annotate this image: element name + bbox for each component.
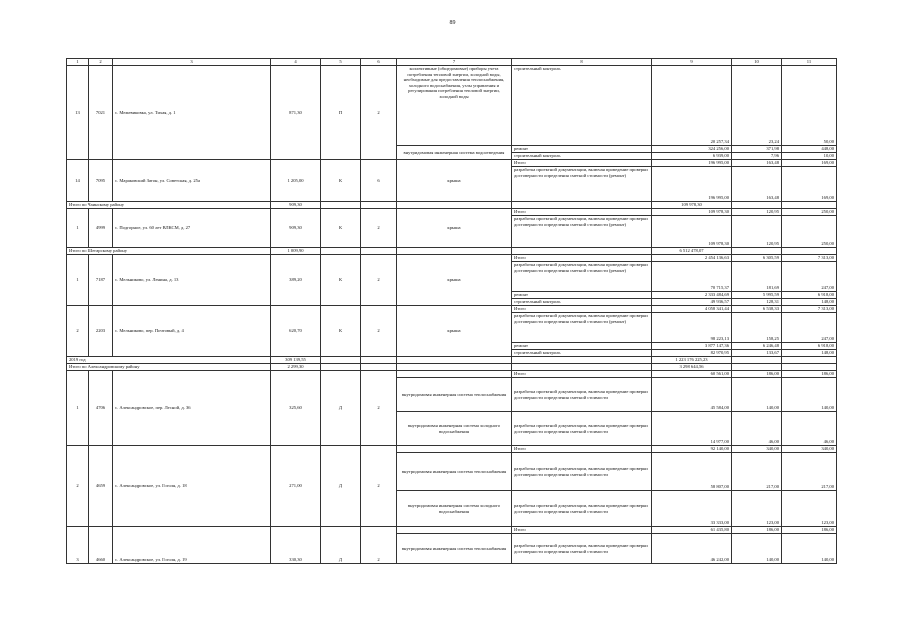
- cost-limit: 247,00: [782, 262, 837, 292]
- work-type: крыша: [397, 160, 512, 202]
- floors: 2: [361, 527, 397, 564]
- column-header: 9: [652, 59, 732, 66]
- cost-total: 3 877 147,36: [652, 343, 732, 350]
- address: с. Межевиковка, ул. Тихая, д. 1: [113, 66, 271, 160]
- column-header: 3: [113, 59, 271, 66]
- district-total-row: [67, 364, 837, 371]
- cost-per-m2: 120,95: [732, 209, 782, 216]
- cost-limit: 6 918,00: [782, 292, 837, 299]
- cost-per-m2: 186,00: [732, 527, 782, 534]
- year-total-label: 2019 год: [67, 357, 271, 364]
- cost-total: 98 223,13: [652, 313, 732, 343]
- column-header: 8: [512, 59, 652, 66]
- page-number: 89: [449, 20, 456, 26]
- floors: 2: [361, 209, 397, 248]
- cost-total: 2 454 136,63: [652, 255, 732, 262]
- column-header: 5: [321, 59, 361, 66]
- area: 389,20: [271, 255, 321, 306]
- district-total-label: Итого по Александровскому району: [67, 364, 271, 371]
- row-number: 2: [67, 306, 89, 357]
- work-description: разработка проектной документации, включая проведение проверки достоверности определения сметной стоимости: [512, 453, 652, 491]
- work-description: ремонт: [512, 146, 652, 153]
- house-code: 4659: [89, 446, 113, 527]
- cost-total: 324 256,00: [652, 146, 732, 153]
- column-header: 4: [271, 59, 321, 66]
- work-description: ремонт: [512, 343, 652, 350]
- address: с. Мельниково, ул. Ленина, д. 13: [113, 255, 271, 306]
- cost-limit: 46,00: [782, 412, 837, 446]
- cost-total: 46 242,00: [652, 534, 732, 564]
- cost-total: 109 978,30: [652, 209, 732, 216]
- cost-per-m2: 340,00: [732, 446, 782, 453]
- cost-total: 60 561,00: [652, 371, 732, 378]
- address: с. Мельниково, пер. Почтовый, д. 4: [113, 306, 271, 357]
- cost-per-m2: 217,00: [732, 453, 782, 491]
- row-number: 1: [67, 255, 89, 306]
- cost-limit: 448,00: [782, 146, 837, 153]
- cost-per-m2: 5 995,59: [732, 292, 782, 299]
- district-total-label: Итого по Чаинскому району: [67, 202, 271, 209]
- house-code: 2203: [89, 306, 113, 357]
- cost-per-m2: 163,48: [732, 160, 782, 167]
- capital-repair-table: [66, 58, 837, 564]
- cost-total: 58 807,00: [652, 453, 732, 491]
- wall-type: П: [321, 66, 361, 160]
- cost-total: 33 333,00: [652, 491, 732, 527]
- cost-total: 4 058 341,44: [652, 306, 732, 313]
- work-description: разработка проектной документации, включая проведение проверки достоверности определения сметной стоимости (ремонт): [512, 167, 652, 202]
- work-description: разработка проектной документации, включая проведение проверки достоверности определения сметной стоимости: [512, 534, 652, 564]
- cost-limit: 6 918,00: [782, 343, 837, 350]
- column-numbers-row: [67, 59, 837, 66]
- work-type: внутридомовая инженерная система теплоснабжения: [397, 378, 512, 412]
- address: с. Александровское, пер. Лесной, д. 36: [113, 371, 271, 446]
- cost-limit: 169,00: [782, 160, 837, 167]
- area: 1 205,00: [271, 160, 321, 202]
- wall-type: К: [321, 160, 361, 202]
- column-header: 2: [89, 59, 113, 66]
- floors: 6: [361, 160, 397, 202]
- work-type: внутридомовая инженерная система холодного водоснабжения: [397, 412, 512, 446]
- cost-total: 20 257,34: [652, 66, 732, 146]
- house-code: 7187: [89, 255, 113, 306]
- cost-total: 6 939,00: [652, 153, 732, 160]
- cost-total: 92 140,00: [652, 446, 732, 453]
- work-description: строительный контроль: [512, 350, 652, 357]
- wall-type: К: [321, 255, 361, 306]
- cost-limit: 50,00: [782, 66, 837, 146]
- address: с. Мараковский Затон, ул. Советская, д. 25а: [113, 160, 271, 202]
- floors: 2: [361, 446, 397, 527]
- house-code: 7021: [89, 66, 113, 160]
- column-header: 11: [782, 59, 837, 66]
- cost-per-m2: 6 538,33: [732, 306, 782, 313]
- work-type: крыша: [397, 306, 512, 357]
- cost-limit: 7 313,00: [782, 306, 837, 313]
- cost-total: 109 978,30: [652, 202, 732, 209]
- cost-limit: 186,00: [782, 527, 837, 534]
- cost-per-m2: 23,24: [732, 66, 782, 146]
- table-row: [67, 446, 837, 453]
- work-description: строительный контроль: [512, 66, 652, 146]
- floors: 2: [361, 255, 397, 306]
- work-description: строительный контроль: [512, 153, 652, 160]
- cost-total: 196 995,00: [652, 167, 732, 202]
- cost-limit: 148,00: [782, 299, 837, 306]
- cost-total: 196 995,00: [652, 160, 732, 167]
- floors: 2: [361, 371, 397, 446]
- cost-per-m2: 371,98: [732, 146, 782, 153]
- work-description: Итого: [512, 371, 652, 378]
- address: с. Подгорное, ул. 60 лет ВЛКСМ, д. 27: [113, 209, 271, 248]
- work-description: разработка проектной документации, включая проведение проверки достоверности определения сметной стоимости: [512, 378, 652, 412]
- table-row: [67, 255, 837, 262]
- area: 1 009,90: [271, 248, 321, 255]
- cost-limit: 250,00: [782, 216, 837, 248]
- table-row: [67, 306, 837, 313]
- house-code: 4706: [89, 371, 113, 446]
- cost-limit: 123,00: [782, 491, 837, 527]
- cost-limit: 247,00: [782, 313, 837, 343]
- year-total-row: [67, 357, 837, 364]
- area: 871,30: [271, 66, 321, 160]
- cost-per-m2: 158,25: [732, 313, 782, 343]
- cost-total: 61 435,80: [652, 527, 732, 534]
- work-type: внутридомовая инженерная система теплоснабжения: [397, 453, 512, 491]
- wall-type: К: [321, 209, 361, 248]
- work-description: разработка проектной документации, включая проведение проверки достоверности определения сметной стоимости (ремонт): [512, 313, 652, 343]
- work-type: внутридомовая инженерная система теплоснабжения: [397, 534, 512, 564]
- row-number: 2: [67, 446, 89, 527]
- table-row: [67, 371, 837, 378]
- work-type: крыша: [397, 209, 512, 248]
- cost-total: 3 298 644,56: [652, 364, 732, 371]
- work-description: Итого: [512, 160, 652, 167]
- address: с. Александровское, ул. Гоголя, д. 19: [113, 527, 271, 564]
- work-type: крыша: [397, 255, 512, 306]
- work-type: коллективные (общедомовые) приборы учета потребления тепловой энергии, холодной воды, необходимые для предоставления теплоснабжения, холодного водоснабжения, узлы управления и регулирования потребления тепловой энергии, холодной воды: [397, 66, 512, 146]
- cost-per-m2: 128,31: [732, 299, 782, 306]
- cost-total: 14 977,00: [652, 412, 732, 446]
- cost-limit: 140,00: [782, 378, 837, 412]
- cost-per-m2: 7,96: [732, 153, 782, 160]
- cost-per-m2: 6 246,48: [732, 343, 782, 350]
- cost-total: 1 223 176 225,23: [652, 357, 732, 364]
- row-number: 1: [67, 371, 89, 446]
- column-header: 7: [397, 59, 512, 66]
- cost-total: 70 715,37: [652, 262, 732, 292]
- wall-type: К: [321, 306, 361, 357]
- work-description: разработка проектной документации, включая проведение проверки достоверности определения сметной стоимости (ремонт): [512, 216, 652, 248]
- address: с. Александровское, ул. Гоголя, д. 18: [113, 446, 271, 527]
- cost-limit: 140,00: [782, 534, 837, 564]
- work-description: разработка проектной документации, включая проведение проверки достоверности определения сметной стоимости: [512, 491, 652, 527]
- district-total-row: [67, 248, 837, 255]
- cost-limit: 169,00: [782, 167, 837, 202]
- cost-total: 49 936,57: [652, 299, 732, 306]
- cost-limit: 340,00: [782, 446, 837, 453]
- area: 309 139,55: [271, 357, 321, 364]
- floors: 2: [361, 306, 397, 357]
- wall-type: Д: [321, 527, 361, 564]
- district-total-row: [67, 202, 837, 209]
- area: 909,30: [271, 202, 321, 209]
- cost-per-m2: 140,00: [732, 534, 782, 564]
- cost-per-m2: 133,67: [732, 350, 782, 357]
- work-type: внутридомовая инженерная система водоотведения: [397, 146, 512, 160]
- table-row: [67, 209, 837, 216]
- work-description: Итого: [512, 446, 652, 453]
- cost-total: 6 512 478,07: [652, 248, 732, 255]
- area: 325,60: [271, 371, 321, 446]
- cost-per-m2: 123,00: [732, 491, 782, 527]
- work-description: Итого: [512, 306, 652, 313]
- cost-limit: 7 313,00: [782, 255, 837, 262]
- row-number: 14: [67, 160, 89, 202]
- work-description: разработка проектной документации, включая проведение проверки достоверности определения сметной стоимости: [512, 412, 652, 446]
- cost-per-m2: 186,00: [732, 371, 782, 378]
- area: 2 299,30: [271, 364, 321, 371]
- row-number: 3: [67, 527, 89, 564]
- work-description: Итого: [512, 255, 652, 262]
- row-number: 1: [67, 209, 89, 248]
- cost-limit: 217,00: [782, 453, 837, 491]
- cost-per-m2: 46,00: [732, 412, 782, 446]
- cost-limit: 10,00: [782, 153, 837, 160]
- work-description: Итого: [512, 209, 652, 216]
- wall-type: Д: [321, 446, 361, 527]
- cost-limit: 250,00: [782, 209, 837, 216]
- wall-type: Д: [321, 371, 361, 446]
- column-header: 1: [67, 59, 89, 66]
- house-code: 4660: [89, 527, 113, 564]
- cost-per-m2: 120,95: [732, 216, 782, 248]
- work-description: ремонт: [512, 292, 652, 299]
- work-description: разработка проектной документации, включая проведение проверки достоверности определения сметной стоимости (ремонт): [512, 262, 652, 292]
- cost-limit: 148,00: [782, 350, 837, 357]
- area: 909,30: [271, 209, 321, 248]
- row-number: 13: [67, 66, 89, 160]
- area: 620,70: [271, 306, 321, 357]
- table-row: [67, 527, 837, 534]
- table-row: [67, 160, 837, 167]
- cost-total: 109 978,30: [652, 216, 732, 248]
- cost-limit: 186,00: [782, 371, 837, 378]
- district-total-label: Итого по Шегарскому району: [67, 248, 271, 255]
- cost-per-m2: 181,69: [732, 262, 782, 292]
- house-code: 4999: [89, 209, 113, 248]
- cost-per-m2: 6 305,59: [732, 255, 782, 262]
- cost-total: 2 333 484,69: [652, 292, 732, 299]
- area: 330,30: [271, 527, 321, 564]
- area: 271,00: [271, 446, 321, 527]
- work-description: Итого: [512, 527, 652, 534]
- column-header: 6: [361, 59, 397, 66]
- cost-per-m2: 163,48: [732, 167, 782, 202]
- work-type: внутридомовая инженерная система холодного водоснабжения: [397, 491, 512, 527]
- house-code: 7095: [89, 160, 113, 202]
- floors: 2: [361, 66, 397, 160]
- column-header: 10: [732, 59, 782, 66]
- cost-total: 82 970,95: [652, 350, 732, 357]
- cost-total: 45 584,00: [652, 378, 732, 412]
- work-description: строительный контроль: [512, 299, 652, 306]
- cost-per-m2: 140,00: [732, 378, 782, 412]
- table-row: [67, 66, 837, 146]
